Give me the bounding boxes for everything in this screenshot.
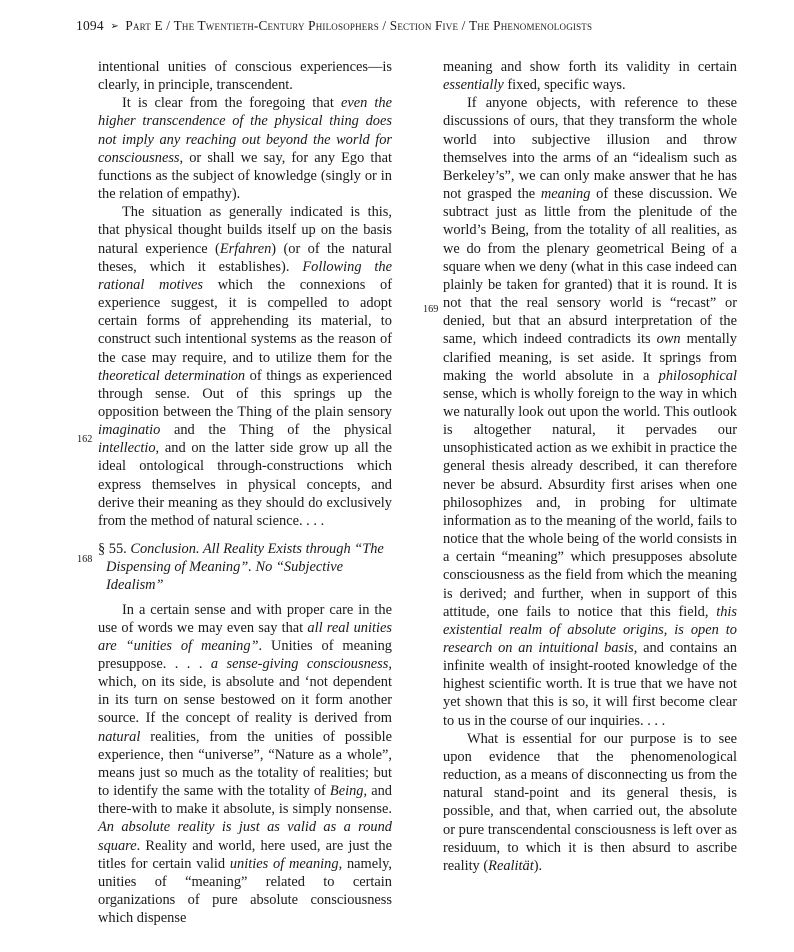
- page-number: 1094: [76, 18, 104, 33]
- section-heading: § 55. Conclusion. All Reality Exists through “The Dispensing of Meaning”. No “Subjective Idealism”: [98, 541, 384, 594]
- paragraph: What is essential for our purpose is to see upon evidence that the phenomenological reduction, as a means of disconnecting us from the natural stand-point and its general thesis, is possible, and that, when carried out, the absolute or pure transcendental consciousness is left over as residuum, to which it is then absurd to ascribe reality (Realität).: [443, 730, 737, 874]
- paragraph: The situation as generally indicated is this, that physical thought builds itself up on the basis natural experience (Erfahren) (or of the natural theses, which it establishes). Following the rational motives which the connexions of experience suggest, it is compelled to adopt certain forms of apprehending its material, to construct such intentional systems as the reason of the case may require, and to utilize them for the theoretical determination of things as experienced through sense. Out of this springs up the opposition between the Thing of the plain sensory imaginatio and the Thing of the physical intellectio, and on the latter side grow up all the ideal ontological through-constructions which express themselves in physical concepts, and derive their meaning as they should do exclusively from the method of natural science. . . .: [98, 204, 393, 529]
- header-chapter: The Phenomenologists: [469, 18, 593, 33]
- paragraph: In a certain sense and with proper care in the use of words we may even say that all real unities are “unities of meaning”. Unities of meaning presuppose. . . . a sense-giving consciousness, which, on its side, is absolute and ‘not dependent in its turn on sense bestowed on it form another source. If the concept of reality is derived from natural realities, from the unities of possible experience, then “universe”, “Nature as a whole”, means just so much as the totality of realities; but to identify the same with the totality of Being, and there-with to make it absolute, is simply nonsense. An absolute reality is just as valid as a round square. Reality and world, here used, are just the titles for certain valid unities of meaning, namely, unities of “meaning” related to certain organizations of pure absolute consciousness which dispense: [98, 601, 392, 927]
- header-separator-3: /: [461, 18, 470, 33]
- header-section: Section Five: [389, 18, 459, 33]
- header-separator-2: /: [382, 18, 390, 33]
- right-column: [443, 58, 737, 875]
- arrow-icon: ➢: [110, 21, 119, 32]
- header-part: Part E: [125, 18, 163, 33]
- paragraph: meaning and show forth its validity in certain essentially fixed, specific ways.: [443, 59, 737, 94]
- paragraph: It is clear from the foregoing that even the higher transcendence of the physical thing does not imply any reaching out beyond the world for consciousness, or shall we say, for any Ego that functions as the subject of knowledge (singly or in the relation of empathy).: [98, 95, 392, 203]
- margin-number-168: 168: [77, 554, 93, 565]
- header-book-title: The Twentieth-Century Philosophers: [173, 18, 379, 33]
- header-separator-1: /: [166, 18, 174, 33]
- margin-number-169: 169: [423, 304, 439, 315]
- left-column: [98, 58, 392, 927]
- margin-number-162: 162: [77, 434, 93, 445]
- running-header: [76, 18, 736, 34]
- paragraph: If anyone objects, with reference to these discussions of ours, that they transform the whole world into subjective illusion and throw themselves into the arms of an “idealism such as Berkeley’s”, we can only make answer that he has not grasped the meaning of these discussion. We subtract just as little from the plenitude of the world’s Being, from the totality of all realities, as we do from the plenary geometrical Being of a square when we deny (what in this case indeed can plainly be taken for granted) that it is round. It is not that the real sensory world is “recast” or denied, but that an absurd interpretation of the same, which indeed contradicts its own mentally clarified meaning, is set aside. It springs from making the world absolute in a philosophical sense, which is wholly foreign to the way in which we naturally look out upon the world. This outlook is altogether natural, it pervades our unsophisticated action as we exhibit in practice the general thesis already described, it can therefore never be absurd. Absurdity first arises when one philosophizes and, in probing for ultimate information as to the meaning of the world, fails to notice that the whole being of the world consists in a certain “meaning” which presupposes absolute consciousness as the field from which the meaning is derived; and further, when in support of this attitude, one fails to notice that this field, this existential realm of absolute origins, is open to research on an intuitional basis, and contains an infinite wealth of insight-rooted knowledge of the highest scientific worth. It is true that we have not yet shown that this is so, it will first become clear to us in the course of our inquiries. . . .: [443, 95, 738, 729]
- paragraph: intentional unities of conscious experiences—is clearly, in principle, transcendent.: [98, 59, 392, 94]
